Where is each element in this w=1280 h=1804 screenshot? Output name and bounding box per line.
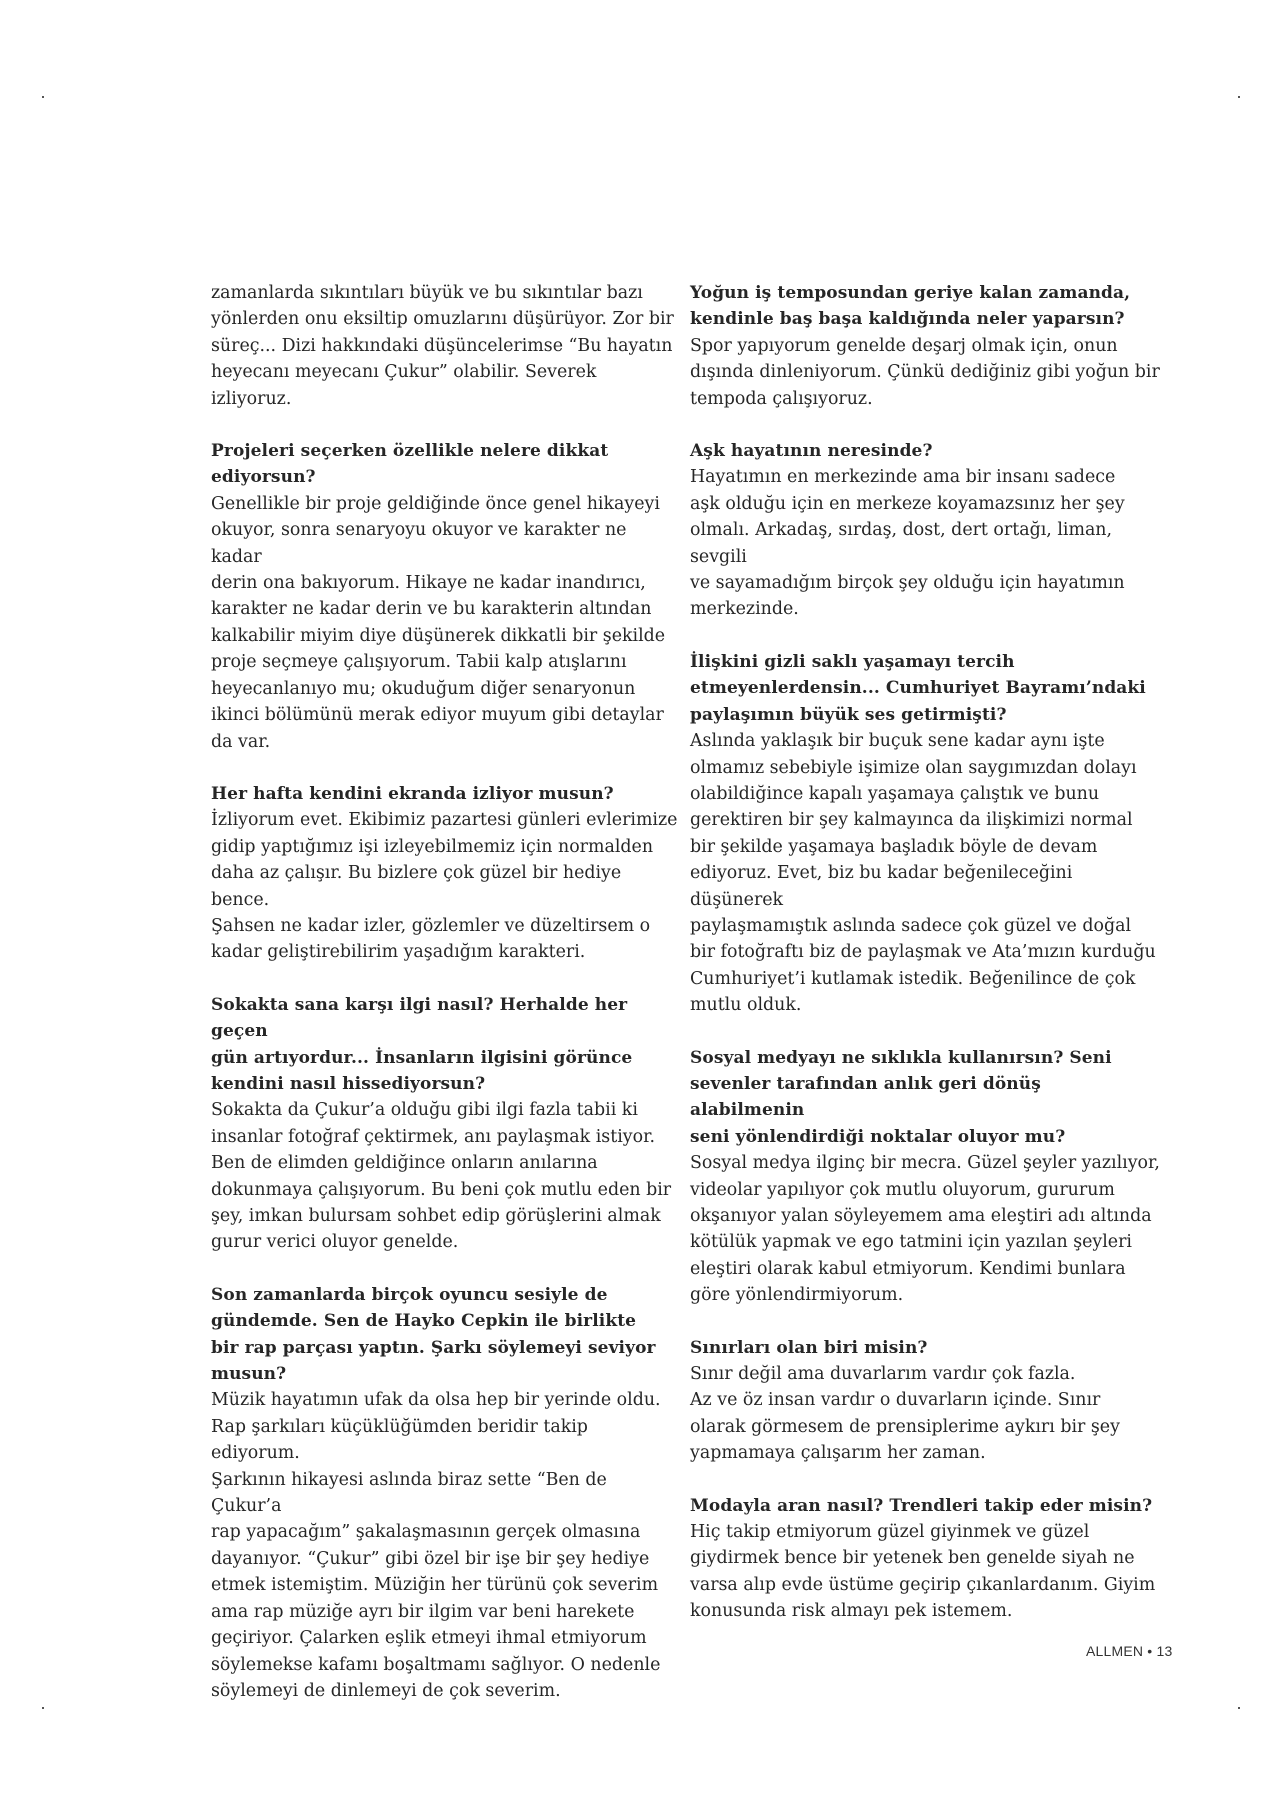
question-heading: Sokakta sana karşı ilgi nasıl? Herhalde her geçen gün artıyordur... İnsanların ilgisini görünce kendini nasıl hissediyorsun?: [211, 994, 633, 1094]
qa-block: [690, 1335, 1160, 1467]
page-footer: ALLMEN • 13: [1086, 1643, 1173, 1659]
right-column: [690, 280, 1160, 1651]
question-heading: Her hafta kendini ekranda izliyor musun?: [211, 783, 614, 804]
crop-mark-top-left: [42, 96, 44, 98]
question-heading: Modayla aran nasıl? Trendleri takip eder misin?: [690, 1495, 1153, 1516]
intro-paragraph: [211, 280, 681, 412]
answer-text: zamanlarda sıkıntıları büyük ve bu sıkıntılar bazı yönlerden onu eksiltip omuzlarını düşürüyor. Zor bir süreç... Dizi hakkındaki düşüncelerimse “Bu hayatın heyecanı meyecanı Çukur” olabilir. Severek izliyoruz.: [211, 283, 674, 409]
qa-block: [690, 1493, 1160, 1625]
qa-block: [690, 438, 1160, 623]
qa-block: [211, 1282, 681, 1705]
question-heading: İlişkini gizli saklı yaşamayı tercih etmeyenlerdensin... Cumhuriyet Bayramı’ndaki paylaşımın büyük ses getirmişti?: [690, 651, 1146, 725]
question-heading: Sınırları olan biri misin?: [690, 1337, 928, 1358]
answer-text: Hayatımın en merkezinde ama bir insanı sadece aşk olduğu için en merkeze koyamazsınız her şey olmalı. Arkadaş, sırdaş, dost, dert ortağı, liman, sevgili ve sayamadığım birçok şey olduğu için hayatımın merkezinde.: [690, 467, 1125, 620]
crop-mark-bottom-left: [42, 1707, 44, 1709]
crop-mark-bottom-right: [1238, 1707, 1240, 1709]
answer-text: Hiç takip etmiyorum güzel giyinmek ve güzel giydirmek bence bir yetenek ben genelde siyah ne varsa alıp evde üstüme geçirip çıkanlardanım. Giyim konusunda risk almayı pek istemem.: [690, 1522, 1156, 1622]
answer-text: Sosyal medya ilginç bir mecra. Güzel şeyler yazılıyor, videolar yapılıyor çok mutlu oluyorum, gururum okşanıyor yalan söyleyemem ama eleştiri adı altında kötülük yapmak ve ego tatmini için yazılan şeyleri eleştiri olarak kabul etmiyorum. Kendimi bunlara göre yönlendirmiyorum.: [690, 1153, 1160, 1306]
question-heading: Son zamanlarda birçok oyuncu sesiyle de gündemde. Sen de Hayko Cepkin ile birlikte bir rap parçası yaptın. Şarkı söylemeyi seviyor musun?: [211, 1284, 656, 1385]
answer-text: Aslında yaklaşık bir buçuk sene kadar aynı işte olmamız sebebiyle işimize olan saygımızdan dolayı olabildiğince kapalı yaşamaya çalıştık ve bunu gerektiren bir şey kalmayınca da ilişkimizi normal bir şekilde yaşamaya başladık böyle de devam ediyoruz. Evet, biz bu kadar beğenileceğini düşünerek paylaşmamıştık aslında sadece çok güzel ve doğal bir fotoğraftı biz de paylaşmak ve Ata’mızın kurduğu Cumhuriyet’i kutlamak istedik. Beğenilince de çok mutlu olduk.: [690, 731, 1156, 1016]
qa-block: [211, 992, 681, 1256]
question-heading: Aşk hayatının neresinde?: [690, 441, 933, 462]
answer-text: Spor yapıyorum genelde deşarj olmak için, onun dışında dinleniyorum. Çünkü dediğiniz gibi yoğun bir tempoda çalışıyoruz.: [690, 335, 1160, 409]
qa-block: [690, 1045, 1160, 1309]
qa-block: [690, 649, 1160, 1019]
question-heading: Projeleri seçerken özellikle nelere dikkat ediyorsun?: [211, 441, 609, 488]
crop-mark-top-right: [1238, 96, 1240, 98]
qa-block: [211, 781, 681, 966]
qa-block: [690, 280, 1160, 412]
answer-text: İzliyorum evet. Ekibimiz pazartesi günleri evlerimize gidip yaptığımız işi izleyebilmemiz için normalden daha az çalışır. Bu bizlere çok güzel bir hediye bence. Şahsen ne kadar izler, gözlemler ve düzeltirsem o kadar geliştirebilirim yaşadığım karakteri.: [211, 810, 678, 963]
question-heading: Sosyal medyayı ne sıklıkla kullanırsın? Seni sevenler tarafından anlık geri dönüş alabilmenin seni yönlendirdiği noktalar oluyor mu?: [690, 1047, 1112, 1147]
answer-text: Genellikle bir proje geldiğinde önce genel hikayeyi okuyor, sonra senaryoyu okuyor ve karakter ne kadar derin ona bakıyorum. Hikaye ne kadar inandırıcı, karakter ne kadar derin ve bu karakterin altından kalkabilir miyim diye düşünerek dikkatli bir şekilde proje seçmeye çalışıyorum. Tabii kalp atışlarını heyecanlanıyo mu; okuduğum diğer senaryonun ikinci bölümünü merak ediyor muyum gibi detaylar da var.: [211, 493, 666, 752]
left-column: [211, 280, 681, 1730]
answer-text: Sokakta da Çukur’a olduğu gibi ilgi fazla tabii ki insanlar fotoğraf çektirmek, anı paylaşmak istiyor. Ben de elimden geldiğince onların anılarına dokunmaya çalışıyorum. Bu beni çok mutlu eden bir şey, imkan bulursam sohbet edip görüşlerini almak gurur verici oluyor genelde.: [211, 1100, 672, 1253]
answer-text: Sınır değil ama duvarlarım vardır çok fazla. Az ve öz insan vardır o duvarların içinde. Sınır olarak görmesem de prensiplerime aykırı bir şey yapmamaya çalışarım her zaman.: [690, 1364, 1120, 1464]
answer-text: Müzik hayatımın ufak da olsa hep bir yerinde oldu. Rap şarkıları küçüklüğümden beridir takip ediyorum. Şarkının hikayesi aslında biraz sette “Ben de Çukur’a rap yapacağım” şakalaşmasının gerçek olmasına dayanıyor. “Çukur” gibi özel bir işe bir şey hediye etmek istemiştim. Müziğin her türünü çok severim ama rap müziğe ayrı bir ilgim var beni harekete geçiriyor. Çalarken eşlik etmeyi ihmal etmiyorum söylemekse kafamı boşaltmamı sağlıyor. O nedenle söylemeyi de dinlemeyi de çok severim.: [211, 1390, 661, 1701]
question-heading: Yoğun iş temposundan geriye kalan zamanda, kendinle baş başa kaldığında neler yaparsın?: [690, 283, 1131, 330]
qa-block: [211, 438, 681, 755]
